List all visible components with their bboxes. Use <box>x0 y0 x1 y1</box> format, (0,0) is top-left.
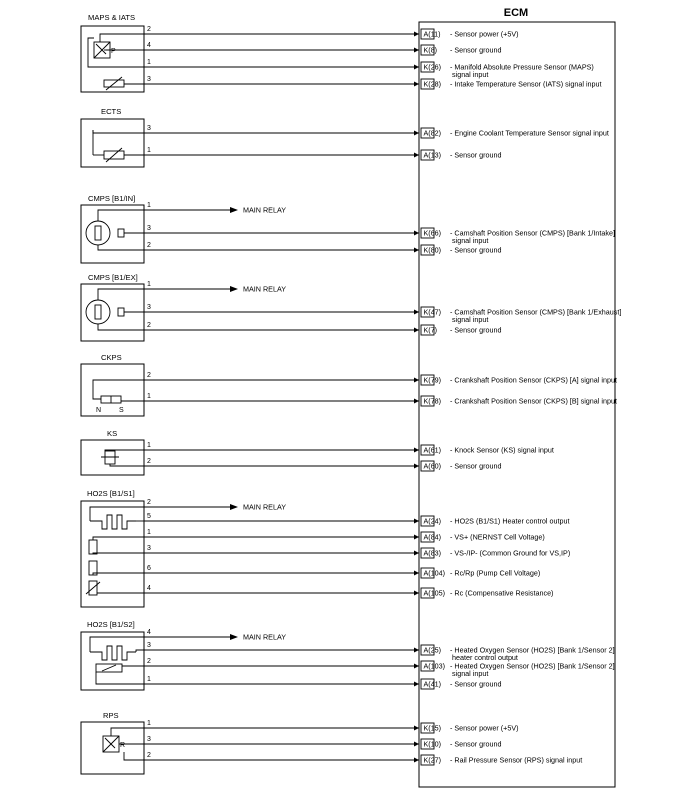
pole-s-label: S <box>119 407 124 414</box>
pin-number: 1 <box>147 202 151 209</box>
pin-number: 1 <box>147 676 151 683</box>
ecm-pin-description: - Sensor ground <box>450 325 502 335</box>
pin-number: 3 <box>147 304 151 311</box>
pin-number: 4 <box>147 629 151 636</box>
ecm-pin-description: - Crankshaft Position Sensor (CKPS) [A] signal input <box>450 375 617 385</box>
ecm-pin-code: A(105) <box>423 588 446 598</box>
ecm-pin-code: K(8) <box>423 45 438 55</box>
arrow-icon <box>414 648 419 653</box>
pole-n-label: N <box>96 407 102 414</box>
sensor-rps <box>81 711 144 774</box>
sensor-box <box>81 364 144 416</box>
arrow-icon <box>414 328 419 333</box>
pin-number: 2 <box>147 322 151 329</box>
ecm-pin-code: K(26) <box>423 62 442 72</box>
ecm-pin-description: - Sensor ground <box>450 45 502 55</box>
ecm-pin-code: K(66) <box>423 228 442 238</box>
ecm-pin-description: - Rc (Compensative Resistance) <box>450 588 554 598</box>
ecm-pin-description: - Heated Oxygen Sensor (HO2S) [Bank 1/Sensor 2] <box>450 645 615 655</box>
arrow-icon <box>230 286 238 292</box>
sensor-cmps-exhaust <box>81 273 144 341</box>
ecm-pin-description-cont: signal input <box>452 669 489 678</box>
pin-number: 5 <box>147 513 151 520</box>
arrow-icon <box>414 726 419 731</box>
ecm-pin-description: - Crankshaft Position Sensor (CKPS) [B] signal input <box>450 396 617 406</box>
pin-number: 1 <box>147 442 151 449</box>
sensor-ho2s-b1s2 <box>81 620 144 690</box>
arrow-icon <box>414 65 419 70</box>
arrow-icon <box>414 378 419 383</box>
pin-number: 3 <box>147 125 151 132</box>
sensor-ects <box>81 107 144 167</box>
arrow-icon <box>414 248 419 253</box>
ecm-pin-description: - Knock Sensor (KS) signal input <box>450 445 554 455</box>
ecm-pin-description: - Sensor ground <box>450 245 502 255</box>
pin-number: 1 <box>147 393 151 400</box>
main-relay-label: MAIN RELAY <box>243 632 287 642</box>
ecm-pin-code: K(28) <box>423 79 442 89</box>
ecm-pin-description: - Engine Coolant Temperature Sensor signal input <box>450 128 609 138</box>
arrow-icon <box>414 231 419 236</box>
ecm-pin-code: A(41) <box>423 679 442 689</box>
ecm-pin-description-cont: heater control output <box>452 653 518 662</box>
ecm-pin-code: K(79) <box>423 375 442 385</box>
sensor-maps-iats <box>81 13 144 92</box>
ecm-pin-code: A(61) <box>423 445 442 455</box>
arrow-icon <box>414 551 419 556</box>
pin-number: 2 <box>147 458 151 465</box>
ecm-pin-code: A(24) <box>423 516 442 526</box>
arrow-icon <box>230 207 238 213</box>
sensor-box <box>81 205 144 263</box>
ecm-pin-code: A(103) <box>423 661 446 671</box>
sensor-ks <box>81 429 144 475</box>
pin-number: 1 <box>147 529 151 536</box>
ecm-pin-description: - Camshaft Position Sensor (CMPS) [Bank 1/Intake] <box>450 228 615 238</box>
ecm-pin-description: - Sensor ground <box>450 739 502 749</box>
arrow-icon <box>230 504 238 510</box>
arrow-icon <box>414 464 419 469</box>
sensor-box <box>81 26 144 92</box>
arrow-icon <box>414 82 419 87</box>
arrow-icon <box>414 571 419 576</box>
pin-number: 3 <box>147 76 151 83</box>
ecm-pin-description-cont: signal input <box>452 315 489 324</box>
sensor-box <box>81 722 144 774</box>
sensor-title: HO2S [B1/S2] <box>87 620 135 629</box>
sensor-box <box>81 440 144 475</box>
ecm-pin-code: A(84) <box>423 532 442 542</box>
arrow-icon <box>230 634 238 640</box>
pin-number: 2 <box>147 242 151 249</box>
ecm-pin-code: K(47) <box>423 307 442 317</box>
sensor-title: CKPS <box>101 353 122 362</box>
main-relay-label: MAIN RELAY <box>243 502 287 512</box>
sensor-title: KS <box>107 429 118 438</box>
arrow-icon <box>414 519 419 524</box>
ecm-pin-code: K(7) <box>423 325 438 335</box>
ecm-pin-description: - Sensor ground <box>450 461 502 471</box>
ecm-pin-code: K(27) <box>423 755 442 765</box>
ecm-pin-description: - Sensor power (+5V) <box>450 723 519 733</box>
pin-number: 3 <box>147 736 151 743</box>
arrow-icon <box>414 664 419 669</box>
ecm-pin-code: A(82) <box>423 128 442 138</box>
svg-text:R: R <box>120 742 126 749</box>
pin-number: 4 <box>147 42 151 49</box>
pin-number: 3 <box>147 225 151 232</box>
ecm-pin-description: - Camshaft Position Sensor (CMPS) [Bank 1/Exhaust] <box>450 307 622 317</box>
main-relay-label: MAIN RELAY <box>243 284 287 294</box>
pin-number: 2 <box>147 499 151 506</box>
sensor-title: ECTS <box>101 107 122 116</box>
sensor-ckps <box>81 353 144 416</box>
ecm-pin-description: - Manifold Absolute Pressure Sensor (MAPS) <box>450 62 594 72</box>
arrow-icon <box>414 591 419 596</box>
sensor-box <box>81 119 144 167</box>
pin-number: 2 <box>147 26 151 33</box>
ecm-pin-code: A(13) <box>423 150 442 160</box>
arrow-icon <box>414 758 419 763</box>
main-relay-label: MAIN RELAY <box>243 205 287 215</box>
arrow-icon <box>414 399 419 404</box>
arrow-icon <box>414 682 419 687</box>
ecm-pin-description: - Rail Pressure Sensor (RPS) signal input <box>450 755 583 765</box>
ecm-pin-code: K(15) <box>423 723 442 733</box>
pin-number: 3 <box>147 545 151 552</box>
ecm-pin-code: K(10) <box>423 739 442 749</box>
pin-number: 1 <box>147 59 151 66</box>
pin-number: 1 <box>147 281 151 288</box>
arrow-icon <box>414 742 419 747</box>
ecm-pin-description: - VS-/IP- (Common Ground for VS,IP) <box>450 548 571 558</box>
sensor-box <box>81 284 144 341</box>
pin-number: 1 <box>147 720 151 727</box>
ecm-pin-description: - Heated Oxygen Sensor (HO2S) [Bank 1/Sensor 2] <box>450 661 615 671</box>
arrow-icon <box>414 48 419 53</box>
ecm-pin-description: - Sensor ground <box>450 679 502 689</box>
arrow-icon <box>414 32 419 37</box>
arrow-icon <box>414 131 419 136</box>
ecm-pin-code: A(83) <box>423 548 442 558</box>
ecm-pin-code: A(11) <box>423 29 441 39</box>
ecm-pin-code: K(80) <box>423 245 442 255</box>
ecm-pin-description: - Intake Temperature Sensor (IATS) signal input <box>450 79 602 89</box>
sensor-title: CMPS [B1/EX] <box>88 273 138 282</box>
ecm-pin-description: - HO2S (B1/S1) Heater control output <box>450 516 570 526</box>
ecm-pin-description: - Rc/Rp (Pump Cell Voltage) <box>450 568 541 578</box>
arrow-icon <box>414 448 419 453</box>
sensor-title: MAPS & IATS <box>88 13 136 22</box>
ecm-pin-description: - VS+ (NERNST Cell Voltage) <box>450 532 545 542</box>
pin-number: 2 <box>147 752 151 759</box>
pin-number: 3 <box>147 642 151 649</box>
ecm-title: ECM <box>503 7 529 19</box>
pin-number: 2 <box>147 658 151 665</box>
ecm-pin-code: A(60) <box>423 461 442 471</box>
ecm-pin-code: K(78) <box>423 396 442 406</box>
pin-number: 6 <box>147 565 151 572</box>
sensor-title: RPS <box>103 711 119 720</box>
sensor-title: CMPS [B1/IN] <box>88 194 136 203</box>
sensor-title: HO2S [B1/S1] <box>87 489 135 498</box>
ecm-pin-description: - Sensor power (+5V) <box>450 29 519 39</box>
pin-number: 1 <box>147 147 151 154</box>
arrow-icon <box>414 535 419 540</box>
svg-text:P: P <box>111 48 116 55</box>
arrow-icon <box>414 310 419 315</box>
ecm-pin-description-cont: signal input <box>452 70 489 79</box>
pin-number: 4 <box>147 585 151 592</box>
ecm-pin-description: - Sensor ground <box>450 150 502 160</box>
ecm-pin-code: A(104) <box>423 568 446 578</box>
sensor-cmps-intake <box>81 194 144 263</box>
arrow-icon <box>414 153 419 158</box>
pin-number: 2 <box>147 372 151 379</box>
ecm-pin-description-cont: signal input <box>452 236 489 245</box>
ecm-pin-code: A(25) <box>423 645 442 655</box>
